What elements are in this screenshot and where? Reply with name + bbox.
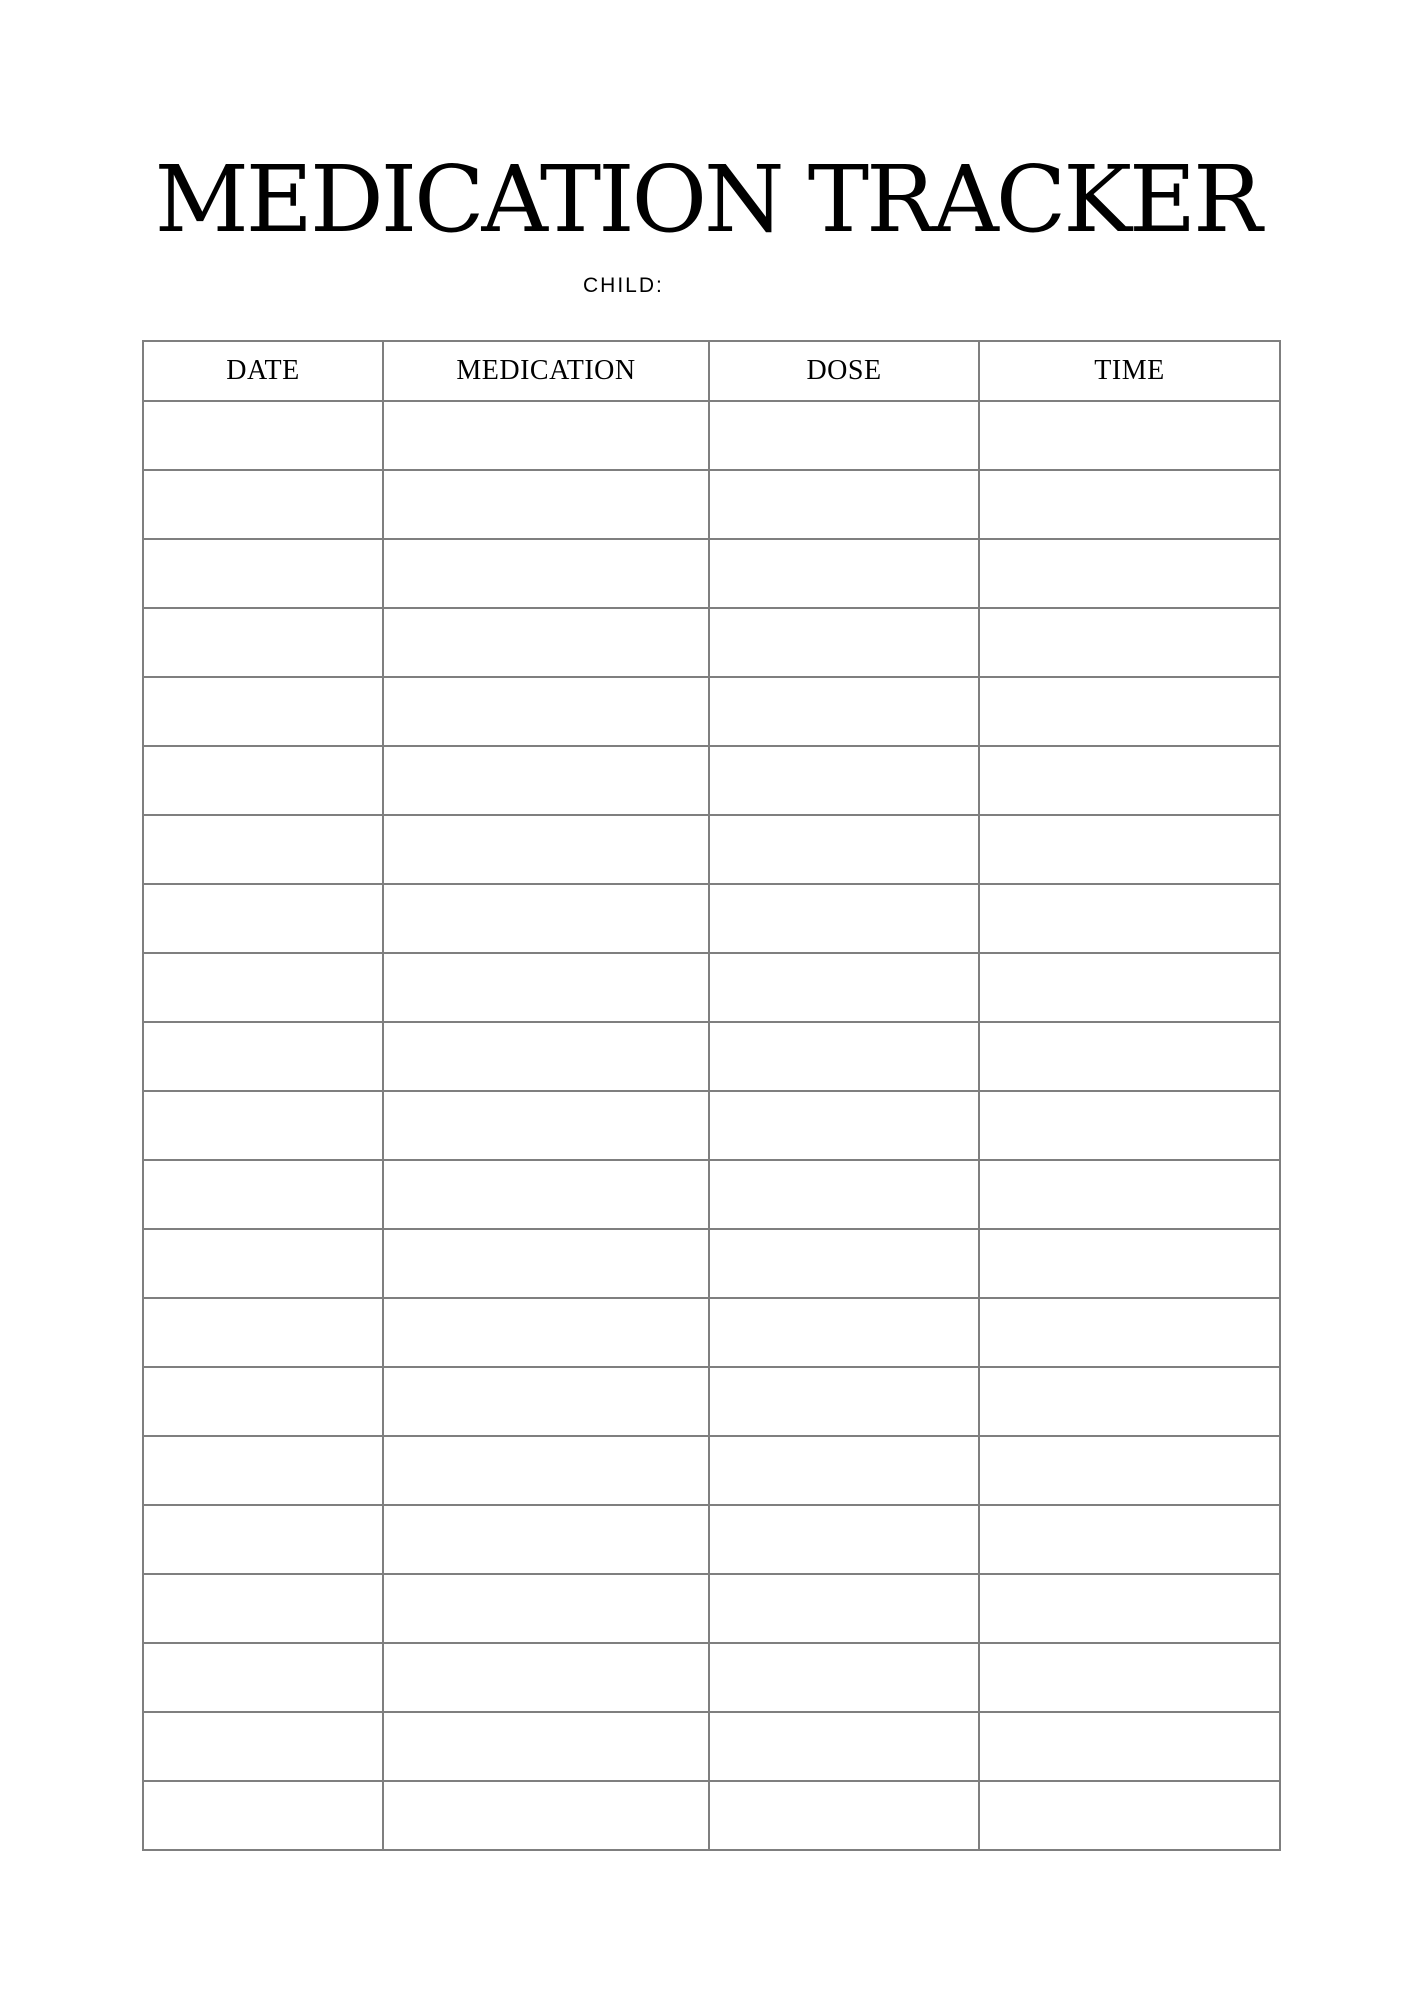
dose-cell[interactable]	[709, 1712, 979, 1781]
column-header-date: DATE	[143, 341, 383, 401]
dose-cell[interactable]	[709, 1091, 979, 1160]
time-cell[interactable]	[979, 401, 1280, 470]
dose-cell[interactable]	[709, 1505, 979, 1574]
time-cell[interactable]	[979, 1091, 1280, 1160]
table-row	[143, 1298, 1280, 1367]
time-cell[interactable]	[979, 539, 1280, 608]
date-cell[interactable]	[143, 677, 383, 746]
table-row	[143, 1643, 1280, 1712]
table-row	[143, 1574, 1280, 1643]
column-header-medication: MEDICATION	[383, 341, 709, 401]
time-cell[interactable]	[979, 1229, 1280, 1298]
table-row	[143, 1091, 1280, 1160]
date-cell[interactable]	[143, 1712, 383, 1781]
dose-cell[interactable]	[709, 884, 979, 953]
time-cell[interactable]	[979, 1781, 1280, 1850]
dose-cell[interactable]	[709, 677, 979, 746]
medication-cell[interactable]	[383, 1781, 709, 1850]
time-cell[interactable]	[979, 1367, 1280, 1436]
dose-cell[interactable]	[709, 401, 979, 470]
table-header-row	[143, 341, 1280, 401]
table-row	[143, 884, 1280, 953]
medication-cell[interactable]	[383, 1367, 709, 1436]
table-row	[143, 1781, 1280, 1850]
dose-cell[interactable]	[709, 1643, 979, 1712]
medication-cell[interactable]	[383, 1298, 709, 1367]
date-cell[interactable]	[143, 746, 383, 815]
date-cell[interactable]	[143, 1160, 383, 1229]
medication-cell[interactable]	[383, 470, 709, 539]
medication-cell[interactable]	[383, 1712, 709, 1781]
date-cell[interactable]	[143, 1574, 383, 1643]
time-cell[interactable]	[979, 1712, 1280, 1781]
date-cell[interactable]	[143, 401, 383, 470]
dose-cell[interactable]	[709, 1574, 979, 1643]
medication-cell[interactable]	[383, 1574, 709, 1643]
date-cell[interactable]	[143, 608, 383, 677]
date-cell[interactable]	[143, 470, 383, 539]
dose-cell[interactable]	[709, 1436, 979, 1505]
table-row	[143, 953, 1280, 1022]
page-title: MEDICATION TRACKER	[154, 146, 1260, 253]
table-row	[143, 1022, 1280, 1091]
table-row	[143, 539, 1280, 608]
time-cell[interactable]	[979, 608, 1280, 677]
time-cell[interactable]	[979, 815, 1280, 884]
time-cell[interactable]	[979, 677, 1280, 746]
table-row	[143, 815, 1280, 884]
child-label: CHILD:	[583, 274, 664, 297]
column-header-dose: DOSE	[709, 341, 979, 401]
time-cell[interactable]	[979, 953, 1280, 1022]
time-cell[interactable]	[979, 1436, 1280, 1505]
time-cell[interactable]	[979, 1022, 1280, 1091]
dose-cell[interactable]	[709, 815, 979, 884]
dose-cell[interactable]	[709, 608, 979, 677]
date-cell[interactable]	[143, 1022, 383, 1091]
dose-cell[interactable]	[709, 1022, 979, 1091]
medication-cell[interactable]	[383, 1229, 709, 1298]
column-header-time: TIME	[979, 341, 1280, 401]
date-cell[interactable]	[143, 1367, 383, 1436]
dose-cell[interactable]	[709, 746, 979, 815]
table-row	[143, 1229, 1280, 1298]
date-cell[interactable]	[143, 953, 383, 1022]
date-cell[interactable]	[143, 1781, 383, 1850]
date-cell[interactable]	[143, 1091, 383, 1160]
medication-cell[interactable]	[383, 746, 709, 815]
dose-cell[interactable]	[709, 953, 979, 1022]
medication-cell[interactable]	[383, 1091, 709, 1160]
medication-cell[interactable]	[383, 677, 709, 746]
table-row	[143, 1712, 1280, 1781]
date-cell[interactable]	[143, 1643, 383, 1712]
time-cell[interactable]	[979, 1505, 1280, 1574]
time-cell[interactable]	[979, 1298, 1280, 1367]
medication-cell[interactable]	[383, 815, 709, 884]
medication-cell[interactable]	[383, 539, 709, 608]
dose-cell[interactable]	[709, 1160, 979, 1229]
medication-cell[interactable]	[383, 884, 709, 953]
date-cell[interactable]	[143, 539, 383, 608]
date-cell[interactable]	[143, 884, 383, 953]
medication-cell[interactable]	[383, 401, 709, 470]
medication-cell[interactable]	[383, 1022, 709, 1091]
table-row	[143, 1436, 1280, 1505]
date-cell[interactable]	[143, 1229, 383, 1298]
dose-cell[interactable]	[709, 1229, 979, 1298]
medication-table	[142, 340, 1281, 1851]
medication-cell[interactable]	[383, 1436, 709, 1505]
medication-cell[interactable]	[383, 1505, 709, 1574]
table-row	[143, 1505, 1280, 1574]
date-cell[interactable]	[143, 1505, 383, 1574]
table-body	[143, 401, 1280, 1850]
table-row	[143, 677, 1280, 746]
time-cell[interactable]	[979, 1574, 1280, 1643]
date-cell[interactable]	[143, 815, 383, 884]
dose-cell[interactable]	[709, 470, 979, 539]
time-cell[interactable]	[979, 1160, 1280, 1229]
dose-cell[interactable]	[709, 539, 979, 608]
table-row	[143, 1367, 1280, 1436]
date-cell[interactable]	[143, 1436, 383, 1505]
time-cell[interactable]	[979, 470, 1280, 539]
table-row	[143, 746, 1280, 815]
table-row	[143, 401, 1280, 470]
table-row	[143, 470, 1280, 539]
dose-cell[interactable]	[709, 1298, 979, 1367]
time-cell[interactable]	[979, 1643, 1280, 1712]
table-row	[143, 608, 1280, 677]
medication-cell[interactable]	[383, 1160, 709, 1229]
medication-cell[interactable]	[383, 953, 709, 1022]
time-cell[interactable]	[979, 746, 1280, 815]
dose-cell[interactable]	[709, 1367, 979, 1436]
date-cell[interactable]	[143, 1298, 383, 1367]
table-row	[143, 1160, 1280, 1229]
dose-cell[interactable]	[709, 1781, 979, 1850]
time-cell[interactable]	[979, 884, 1280, 953]
medication-cell[interactable]	[383, 608, 709, 677]
medication-cell[interactable]	[383, 1643, 709, 1712]
